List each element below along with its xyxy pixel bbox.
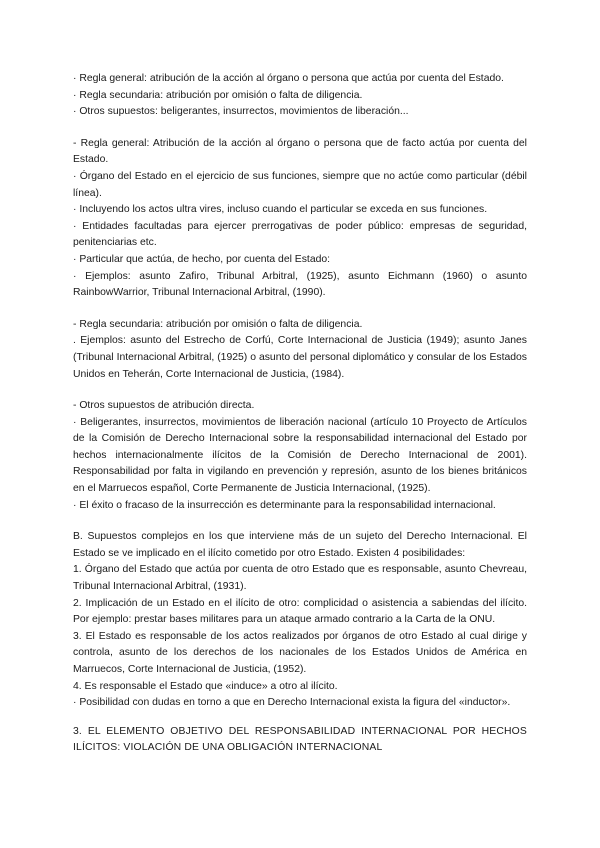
paragraph: B. Supuestos complejos en los que interviene más de un sujeto del Derecho Internacional. El Estado se ve implicado en el ilícito cometido por otro Estado. Existen 4 posibilidades: — [73, 531, 527, 559]
paragraph: · Entidades facultadas para ejercer prerrogativas de poder público: empresas de seguridad, penitenciarias etc. — [73, 220, 527, 249]
paragraph: · Posibilidad con dudas en torno a que en Derecho Internacional exista la figura del «inductor». — [73, 697, 511, 709]
paragraph: . Ejemplos: asunto del Estrecho de Corfú, Corte Internacional de Justicia (1949); asunto Janes (Tribunal Internacional Arbitral, (1925) o asunto del personal diplomático y consular de los Estados Unidos en Teherán, Corte Internacional de Justicia, (1984). — [73, 335, 527, 380]
complex-cases-section — [73, 529, 527, 712]
paragraph: - Regla secundaria: atribución por omisión o falta de diligencia. — [73, 318, 363, 330]
paragraph: 4. Es responsable el Estado que «induce» a otro al ilícito. — [73, 680, 338, 692]
paragraph: - Otros supuestos de atribución directa. — [73, 400, 255, 412]
section-heading: 3. EL ELEMENTO OBJETIVO DEL RESPONSABILIDAD INTERNACIONAL POR HECHOS ILÍCITOS: VIOLACIÓN DE UNA OBLIGACIÓN INTERNACIONAL — [73, 725, 527, 754]
paragraph: 1. Órgano del Estado que actúa por cuenta de otro Estado que es responsable, asunto Chevreau, Tribunal Internacional Arbitral, (1931). — [73, 564, 527, 593]
paragraph: - Regla general: Atribución de la acción al órgano o persona que de facto actúa por cuenta del Estado. — [73, 137, 527, 166]
other-cases-section — [73, 398, 527, 514]
paragraph: · Regla secundaria: atribución por omisión o falta de diligencia. — [73, 89, 363, 101]
secondary-rule-section — [73, 317, 527, 383]
paragraph: · Beligerantes, insurrectos, movimientos de liberación nacional (artículo 10 Proyecto de Artículos de la Comisión de Derecho Internacional sobre la responsabilidad internacional del Estado por hechos internacionalmente ilícitos de la Comisión de Derecho Internacional de 2001). Responsabilidad por falta in vigilando en prevención y represión, asunto de los bienes británicos en el Marruecos español, Corte Permanente de Justicia Internacional, (1925). — [73, 416, 527, 495]
paragraph: · Otros supuestos: beligerantes, insurrectos, movimientos de liberación... — [73, 106, 409, 118]
paragraph: · Ejemplos: asunto Zafiro, Tribunal Arbitral, (1925), asunto Eichmann (1960) o asunto RainbowWarrior, Tribunal Internacional Arbitral, (1990). — [73, 270, 527, 299]
paragraph: · Incluyendo los actos ultra vires, incluso cuando el particular se exceda en sus funciones. — [73, 204, 488, 216]
paragraph: · Regla general: atribución de la acción al órgano o persona que actúa por cuenta del Estado. — [73, 73, 504, 84]
document-body — [73, 71, 527, 757]
summary-list — [73, 71, 527, 121]
paragraph: 2. Implicación de un Estado en el ilícito de otro: complicidad o asistencia a sabiendas del ilícito. Por ejemplo: prestar bases militares para un ataque armado contrario a la Carta de la ONU. — [73, 597, 527, 626]
paragraph: · El éxito o fracaso de la insurrección es determinante para la responsabilidad internacional. — [73, 499, 496, 511]
paragraph: · Particular que actúa, de hecho, por cuenta del Estado: — [73, 253, 331, 265]
general-rule-section — [73, 136, 527, 302]
paragraph: 3. El Estado es responsable de los actos realizados por órganos de otro Estado al cual dirige y controla, asunto de los derechos de los nacionales de los Estados Unidos de América en Marruecos, Corte Internacional de Justicia, (1952). — [73, 630, 527, 675]
paragraph: · Órgano del Estado en el ejercicio de sus funciones, siempre que no actúe como particular (débil línea). — [73, 170, 527, 199]
